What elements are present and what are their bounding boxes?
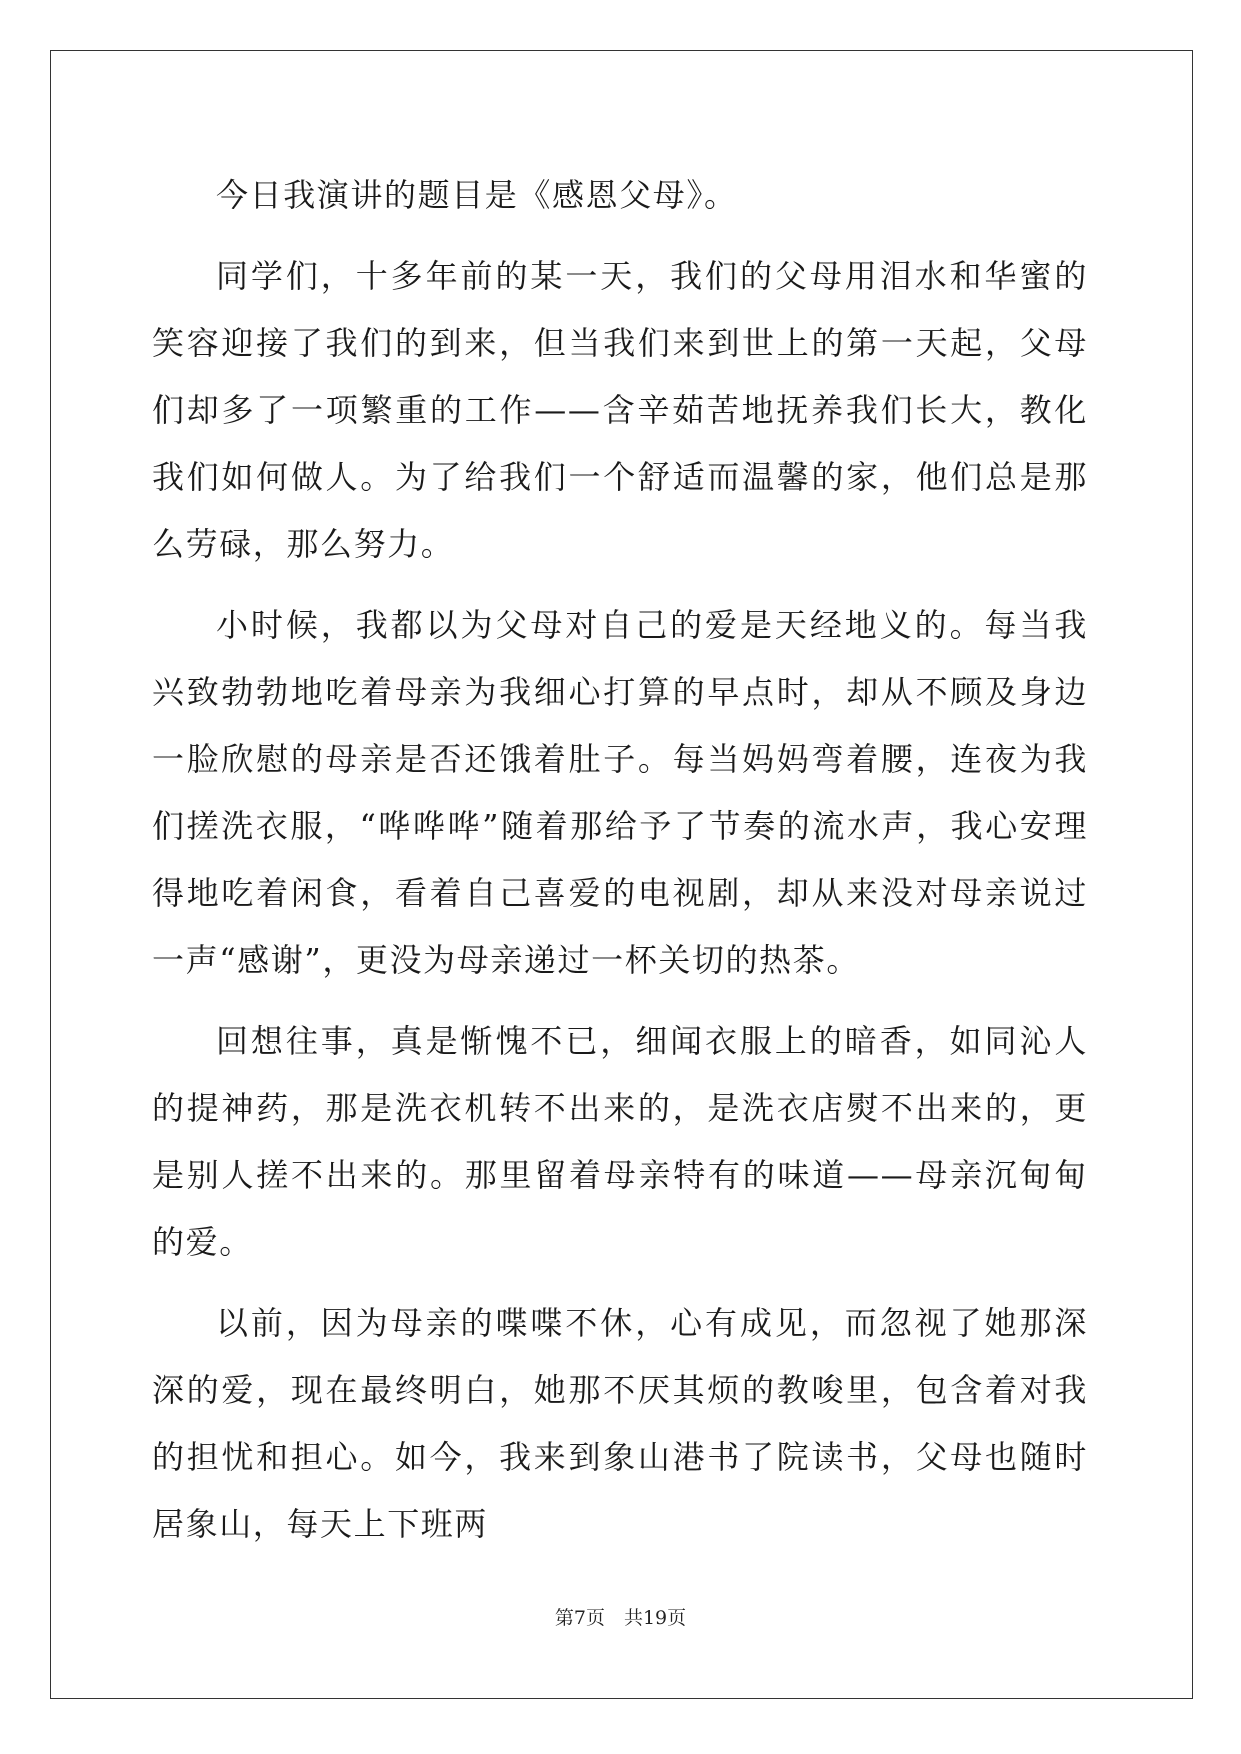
paragraph-2: 同学们，十多年前的某一天，我们的父母用泪水和华蜜的笑容迎接了我们的到来，但当我们来到世上的第一天起，父母们却多了一项繁重的工作——含辛茹苦地抚养我们长大，教化我们如何做人。为了给我们一个舒适而温馨的家，他们总是那么劳碌，那么努力。 <box>152 257 1088 563</box>
paragraph-title-intro: 今日我演讲的题目是《感恩父母》。 <box>216 176 738 214</box>
document-body <box>152 162 1088 1572</box>
page-number-footer: 第7页 共19页 <box>554 1607 687 1629</box>
paragraph-4: 回想往事，真是惭愧不已，细闻衣服上的暗香，如同沁人的提神药，那是洗衣机转不出来的，是洗衣店熨不出来的，更是别人搓不出来的。那里留着母亲特有的味道——母亲沉甸甸的爱。 <box>152 1022 1088 1261</box>
paragraph-3: 小时候，我都以为父母对自己的爱是天经地义的。每当我兴致勃勃地吃着母亲为我细心打算的早点时，却从不顾及身边一脸欣慰的母亲是否还饿着肚子。每当妈妈弯着腰，连夜为我们搓洗衣服，“哗哗哗”随着那给予了节奏的流水声，我心安理得地吃着闲食，看着自己喜爱的电视剧，却从来没对母亲说过一声“感谢”，更没为母亲递过一杯关切的热茶。 <box>152 606 1088 979</box>
paragraph-5: 以前，因为母亲的喋喋不休，心有成见，而忽视了她那深深的爱，现在最终明白，她那不厌其烦的教唆里，包含着对我的担忧和担心。如今，我来到象山港书了院读书，父母也随时居象山，每天上下班两 <box>152 1304 1088 1543</box>
